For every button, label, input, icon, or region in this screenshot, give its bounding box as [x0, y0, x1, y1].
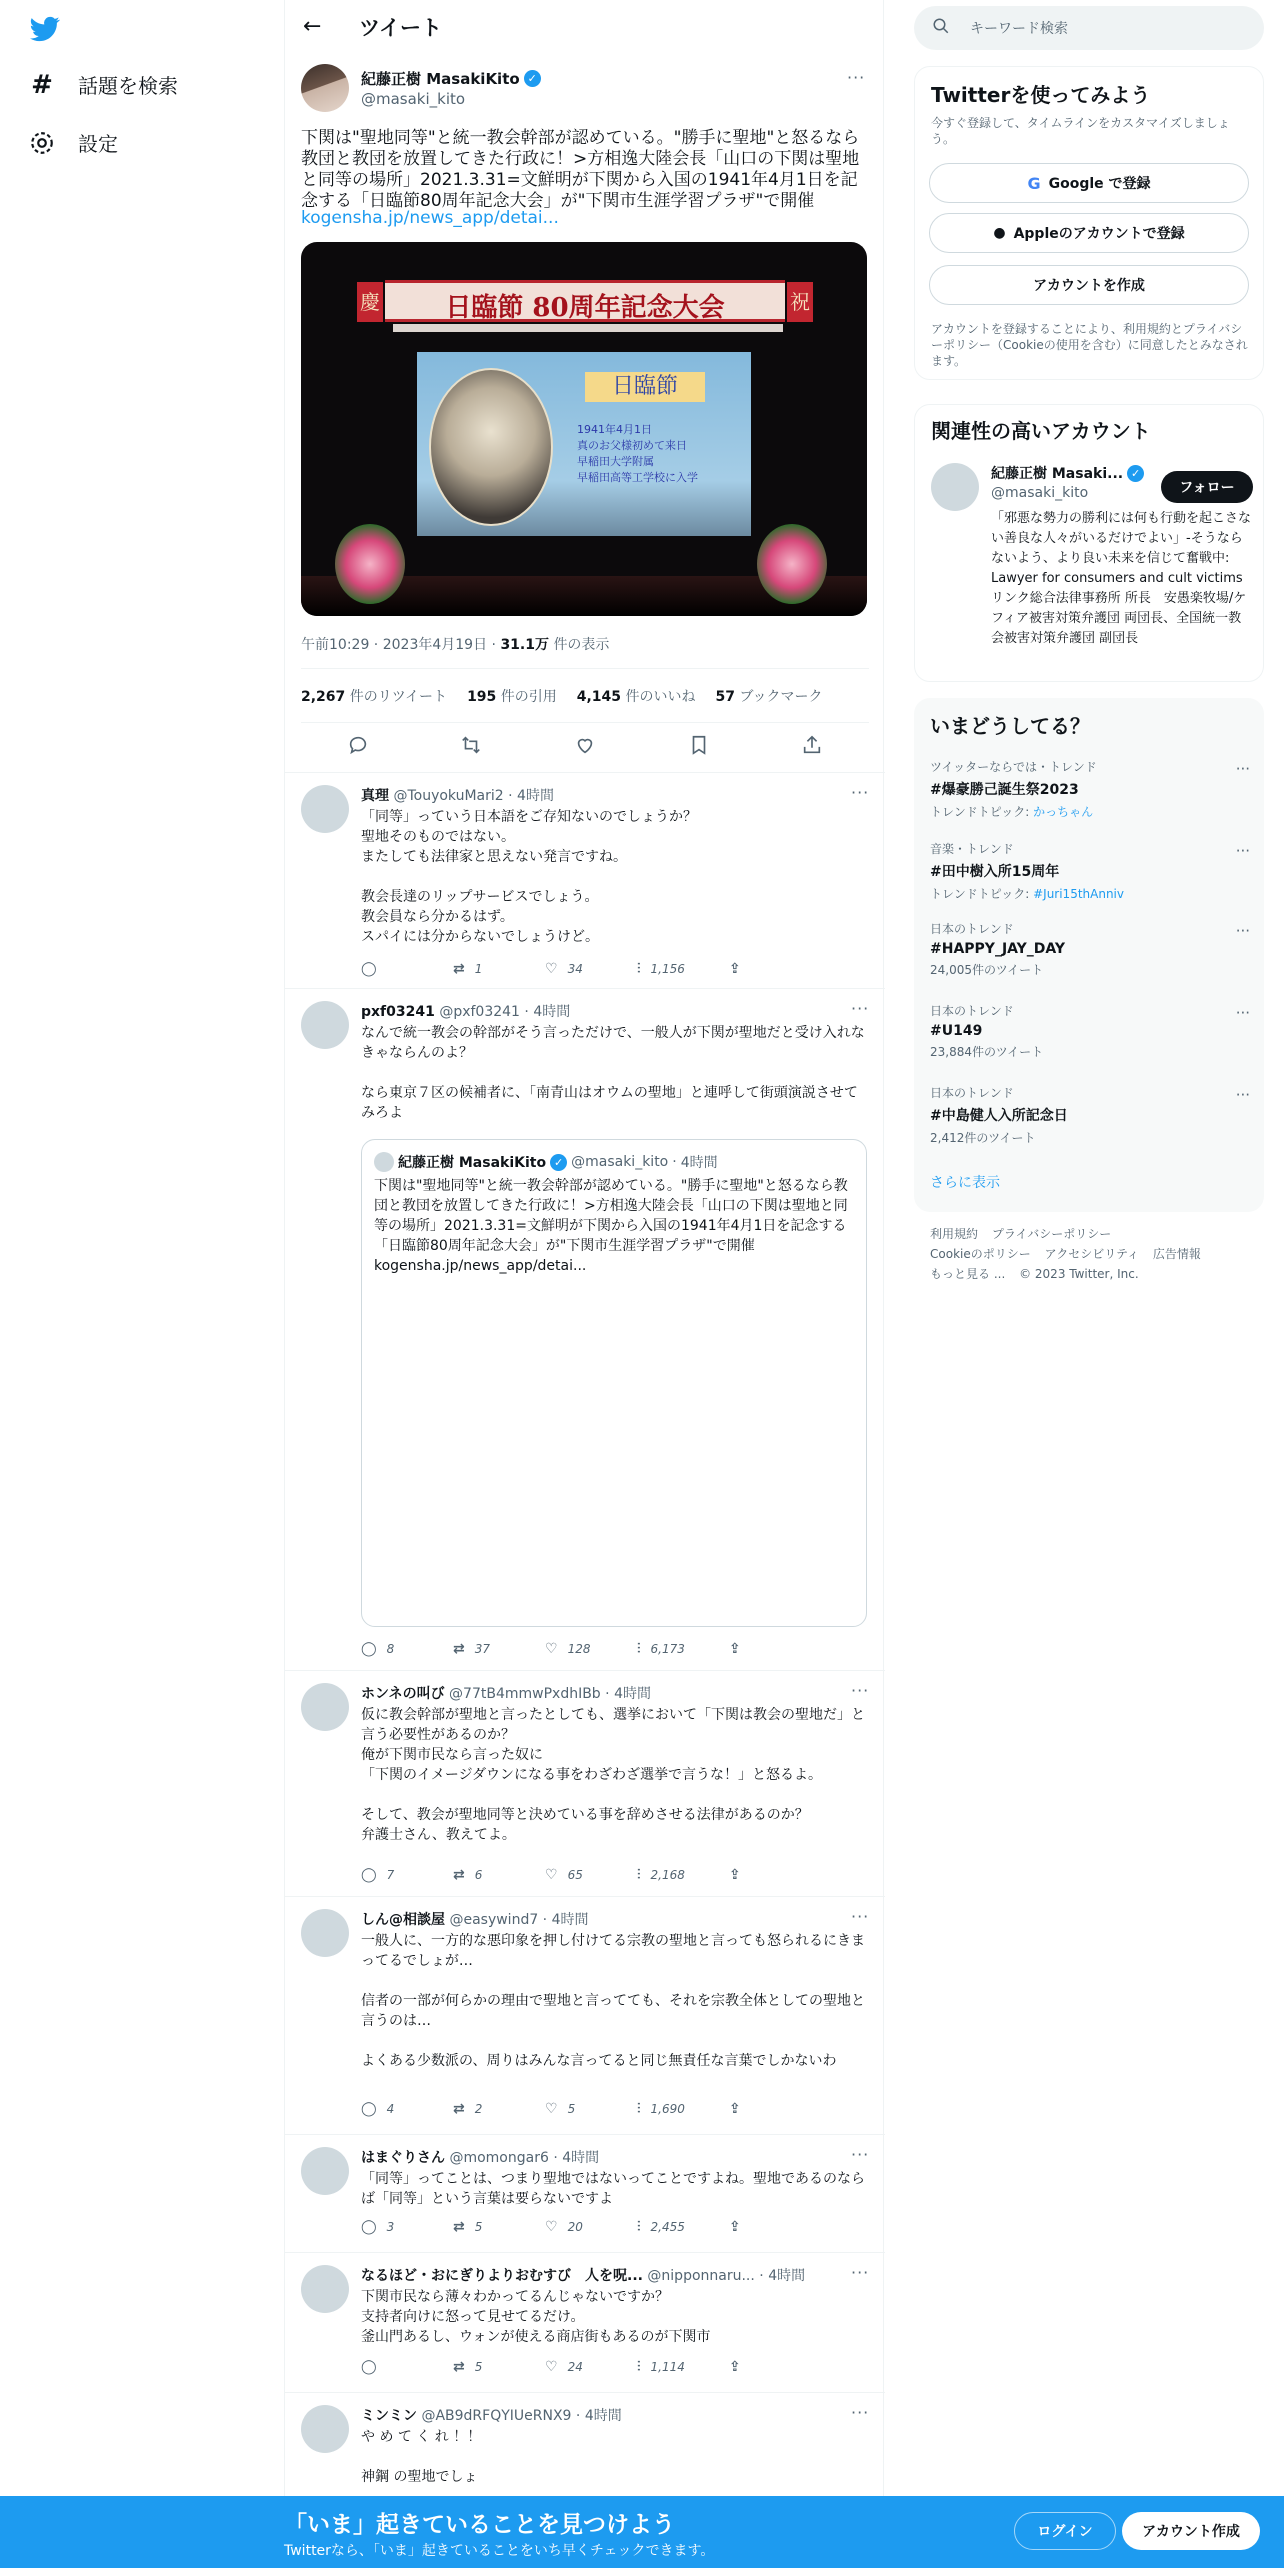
tweet-date[interactable]: 2023年4月19日: [382, 637, 488, 653]
reply-reply-button[interactable]: [361, 2219, 453, 2235]
quoted-avatar: [374, 1152, 394, 1172]
like-count: 24: [567, 2360, 583, 2374]
more-options-icon[interactable]: ···: [1235, 1004, 1250, 1022]
retweet-icon: ⇄: [453, 2219, 465, 2235]
reply-like-button[interactable]: [545, 1867, 637, 1883]
views-chart-icon: ⫶: [637, 2359, 641, 2375]
views-chart-icon: ⫶: [637, 2219, 641, 2235]
reply-share-button[interactable]: [729, 2101, 821, 2117]
reply-icon: ◯: [361, 961, 377, 977]
reply-item[interactable]: [285, 772, 885, 988]
projection-screen: [417, 352, 751, 536]
trend-count: 23,884件のツイート: [930, 1045, 1044, 1059]
reply-avatar[interactable]: [301, 785, 349, 833]
reply-author-name[interactable]: しん@相談屋: [361, 1912, 445, 1928]
reply-icon: ◯: [361, 1867, 377, 1883]
stat-likes-label: 件のいいね: [625, 689, 696, 705]
image-banner: [385, 280, 785, 322]
trends-card: [914, 698, 1264, 1212]
reply-item[interactable]: [285, 1670, 885, 1896]
reply-count: 4: [386, 2102, 395, 2116]
reply-header: ミンミン @AB9dRFQYIUeRNX9 · 4時間: [361, 2408, 622, 2424]
reply-author-handle[interactable]: @TouyokuMari2: [393, 788, 504, 804]
reply-time[interactable]: 4時間: [562, 2150, 600, 2166]
create-account-label: アカウントを作成: [1033, 278, 1145, 294]
retweet-icon: ⇄: [453, 1867, 465, 1883]
tweet-meta: 午前10:29 · 2023年4月19日 · 31.1万 件の表示: [301, 637, 610, 653]
author-avatar[interactable]: [301, 64, 349, 112]
trend-count: 24,005件のツイート: [930, 963, 1044, 977]
signup-terms: アカウントを登録することにより、利用規約とプライバシーポリシー（Cookieの使用を含む）に同意したとみなされます。: [931, 322, 1248, 368]
nav-explore-label: 話題を検索: [78, 74, 178, 98]
reply-icon: ◯: [361, 2101, 377, 2117]
reply-text: 「同等」っていう日本語をご存知ないのでしょうか？ 聖地そのものではない。 またしても法律家と思えない発言ですね。 教会長達のリップサービスでしょう。 教会員なら分かるはず。 スパイには分からないでしょうけど。: [361, 809, 697, 945]
views-chart-icon: ⫶: [637, 961, 641, 977]
more-options-icon[interactable]: ···: [1235, 1086, 1250, 1104]
stat-retweets[interactable]: [301, 686, 447, 706]
like-icon[interactable]: [574, 734, 596, 761]
reply-count: 7: [386, 1868, 395, 1882]
retweet-count: 5: [474, 2220, 483, 2234]
reply-reply-button[interactable]: [361, 2359, 453, 2375]
reply-author-name[interactable]: pxf03241: [361, 1004, 435, 1020]
reply-share-button[interactable]: [729, 961, 821, 977]
reply-header: 真理 @TouyokuMari2 · 4時間: [361, 788, 554, 804]
screen-title: 日臨節: [585, 372, 705, 402]
retweet-count: 1: [474, 962, 483, 976]
share-icon: ⇪: [729, 961, 741, 977]
like-icon: ♡: [545, 1867, 558, 1883]
trend-name: #中島健人入所記念日: [930, 1108, 1068, 1124]
reply-like-button[interactable]: [545, 2359, 637, 2375]
views-count: 1,114: [650, 2360, 685, 2374]
follow-button[interactable]: フォロー: [1161, 471, 1253, 503]
share-icon[interactable]: [801, 734, 823, 761]
reply-time[interactable]: 4時間: [614, 1686, 651, 1702]
reply-retweet-button[interactable]: [453, 1867, 545, 1883]
trend-context: 日本のトレンド: [930, 922, 1014, 936]
more-options-icon[interactable]: ···: [851, 999, 870, 1018]
trend-context: 日本のトレンド: [930, 1004, 1014, 1018]
retweet-icon: ⇄: [453, 961, 465, 977]
reply-header: ホンネの叫び @77tB4mmwPxdhIBb · 4時間: [361, 1686, 651, 1702]
share-icon: ⇪: [729, 2101, 741, 2117]
reply-actions: [361, 2101, 821, 2117]
reply-views-button[interactable]: [637, 2101, 729, 2117]
apple-signup-label: Appleのアカウントで登録: [1013, 226, 1185, 242]
like-count: 128: [567, 1642, 591, 1656]
like-icon: ♡: [545, 1641, 558, 1657]
quoted-author-name: 紀藤正樹 MasakiKito: [398, 1155, 547, 1171]
reply-actions: [361, 1641, 821, 1657]
quoted-tweet-header: 紀藤正樹 MasakiKito ✓ @masaki_kito · 4時間: [374, 1152, 718, 1172]
reply-actions: [361, 961, 821, 977]
reply-time[interactable]: 4時間: [517, 788, 554, 804]
tweet-stats: [301, 686, 822, 706]
reply-share-button[interactable]: [729, 1641, 821, 1657]
stat-quotes-count: 195: [467, 689, 497, 705]
retweet-icon: ⇄: [453, 2359, 465, 2375]
reply-reply-button[interactable]: [361, 2101, 453, 2117]
stat-quotes-label: 件の引用: [500, 689, 557, 705]
reply-views-button[interactable]: [637, 2359, 729, 2375]
screen-line: 早稲田大学附属: [577, 455, 654, 468]
reply-text: 一般人に、一方的な悪印象を押し付けてる宗教の聖地と言っても怒られるにきまってるでしょが… 信者の一部が何らかの理由で聖地と言ってても、それを宗教全体としての聖地と言うのは… よくある少数派の、周りはみんな言ってると同じ無責任な言葉でしかないわ: [361, 1933, 865, 2069]
share-icon: ⇪: [729, 2219, 741, 2235]
like-icon: ♡: [545, 2359, 558, 2375]
more-options-icon[interactable]: ···: [1235, 922, 1250, 940]
trend-topic-label: トレンドトピック:: [930, 887, 1030, 901]
google-g-icon: G: [1027, 173, 1041, 193]
reply-avatar[interactable]: [301, 2405, 349, 2453]
verified-badge-icon: ✓: [524, 70, 541, 87]
flower-arrangement: [757, 524, 827, 604]
reply-retweet-button[interactable]: [453, 2359, 545, 2375]
reply-count: 3: [386, 2220, 395, 2234]
like-icon: ♡: [545, 2219, 558, 2235]
views-chart-icon: ⫶: [637, 2101, 641, 2117]
views-count: 2,168: [650, 1868, 685, 1882]
retweet-count: 2: [474, 2102, 483, 2116]
footer-link[interactable]: もっと見る ...: [930, 1267, 1006, 1281]
stat-likes-count: 4,145: [576, 689, 622, 705]
verified-badge-icon: ✓: [550, 1154, 567, 1171]
reply-actions: [361, 1867, 821, 1883]
views-chart-icon: ⫶: [637, 1867, 641, 1883]
back-arrow-icon[interactable]: ←: [303, 14, 322, 39]
reply-item[interactable]: [285, 2252, 885, 2392]
stat-bookmarks-count: 57: [715, 689, 735, 705]
footer-link[interactable]: 広告情報: [1152, 1247, 1201, 1261]
bottom-bar-title: 「いま」起きていることを見つけよう: [284, 2512, 675, 2538]
reply-views-button[interactable]: [637, 1641, 729, 1657]
reply-author-name[interactable]: はまぐりさん: [361, 2150, 445, 2166]
trend-topic-link[interactable]: #Juri15thAnniv: [1033, 887, 1124, 901]
search-input[interactable]: [914, 6, 1264, 50]
reply-reply-button[interactable]: [361, 1867, 453, 1883]
reply-author-handle[interactable]: @77tB4mmwPxdhIBb: [449, 1686, 601, 1702]
stat-retweets-count: 2,267: [301, 689, 346, 705]
trend-item[interactable]: [930, 758, 1250, 820]
reply-views-button[interactable]: [637, 961, 729, 977]
apple-icon: ●: [993, 225, 1006, 241]
footer-link[interactable]: Cookieのポリシー: [930, 1247, 1031, 1261]
reply-icon: ◯: [361, 2359, 377, 2375]
screen-line: 真のお父様初めて来日: [577, 439, 687, 452]
signup-button[interactable]: アカウント作成: [1122, 2512, 1260, 2550]
reply-author-name[interactable]: ミンミン: [361, 2408, 417, 2424]
related-name[interactable]: [991, 463, 1144, 483]
bottom-signup-bar: [0, 2496, 1284, 2568]
banner-subtext: [393, 324, 783, 332]
bookmark-icon[interactable]: [688, 734, 710, 761]
reply-avatar[interactable]: [301, 1909, 349, 1957]
reply-icon: ◯: [361, 1641, 377, 1657]
apple-signup-button[interactable]: [929, 213, 1249, 253]
more-options-icon[interactable]: ···: [851, 2403, 870, 2422]
divider: [301, 668, 869, 669]
related-accounts-card: [914, 404, 1264, 682]
tweet-time[interactable]: 午前10:29: [301, 637, 370, 653]
show-more-link[interactable]: さらに表示: [930, 1175, 1000, 1191]
reply-text: や め て く れ ！！ 神鋼 の聖地でしょ: [361, 2429, 482, 2485]
bottom-bar-subtitle: Twitterなら、「いま」起きていることをいち早くチェックできます。: [284, 2543, 715, 2559]
screen-lines: [577, 422, 742, 486]
share-icon: ⇪: [729, 1641, 741, 1657]
google-signup-label: Google で登録: [1048, 176, 1151, 192]
trend-item[interactable]: [930, 1084, 1250, 1146]
stat-bookmarks-label: ブックマーク: [739, 689, 823, 705]
retweet-icon: ⇄: [453, 1641, 465, 1657]
reply-retweet-button[interactable]: [453, 1641, 545, 1657]
reply-header: pxf03241 @pxf03241 · 4時間: [361, 1004, 571, 1020]
reply-share-button[interactable]: [729, 2219, 821, 2235]
tweet-views: 31.1万: [500, 637, 549, 653]
trend-item[interactable]: [930, 920, 1250, 978]
trend-name: #HAPPY_JAY_DAY: [930, 941, 1066, 957]
image-banner-text: 日臨節 80周年記念大会: [445, 293, 725, 323]
stat-bookmarks[interactable]: [716, 686, 823, 706]
more-options-icon[interactable]: ···: [847, 68, 866, 87]
reply-author-name[interactable]: なるほど・おにぎりよりおむすび 人を呪...: [361, 2268, 643, 2284]
divider: [301, 722, 869, 723]
reply-avatar[interactable]: [301, 2265, 349, 2313]
trend-context: ツイッターならでは・トレンド: [930, 760, 1097, 774]
quoted-time: 4時間: [680, 1155, 718, 1171]
views-chart-icon: ⫶: [637, 1641, 641, 1657]
portrait-photo: [429, 368, 553, 526]
retweet-count: 5: [474, 2360, 483, 2374]
related-avatar[interactable]: [931, 463, 979, 511]
reply-author-name[interactable]: ホンネの叫び: [361, 1686, 445, 1702]
reply-time[interactable]: 4時間: [533, 1004, 571, 1020]
verified-badge-icon: ✓: [1127, 465, 1144, 482]
reply-share-button[interactable]: [729, 2359, 821, 2375]
footer-link[interactable]: アクセシビリティ: [1044, 1247, 1140, 1261]
copyright: © 2023 Twitter, Inc.: [1019, 1267, 1139, 1281]
related-handle[interactable]: @masaki_kito: [991, 485, 1089, 501]
reply-item[interactable]: [285, 988, 885, 1670]
like-icon: ♡: [545, 961, 558, 977]
retweet-icon[interactable]: [460, 734, 482, 761]
reply-item[interactable]: [285, 1896, 885, 2134]
tweet-text: 下関は"聖地同等"と統一教会幹部が認めている。"勝手に聖地"と怒るなら教団と教団を放置してきた行政に！>方相逸大陸会長「山口の下関は聖地と同等の場所」2021.3.31=文鮮明が下関から入国の1941年4月1日を記念する「日臨節80周年記念大会」が"下関市生涯学習プラザ"で開催: [301, 128, 860, 211]
trend-topic: [930, 803, 1250, 820]
like-icon: ♡: [545, 2101, 558, 2117]
reply-retweet-button[interactable]: [453, 2101, 545, 2117]
related-card-title: 関連性の高いアカウント: [931, 419, 1151, 443]
trend-name: #U149: [930, 1023, 983, 1039]
reply-header: なるほど・おにぎりよりおむすび 人を呪... @nipponnaru... · 4時間: [361, 2268, 806, 2284]
nav-settings[interactable]: [28, 128, 118, 157]
reply-author-handle[interactable]: @pxf03241: [439, 1004, 520, 1020]
reply-text: なんで統一教会の幹部がそう言っただけで、一般人が下関が聖地だと受け入れなきゃならんのよ？ なら東京７区の候補者に、「南青山はオウムの聖地」と連呼して街頭演説させてみろよ: [361, 1025, 865, 1121]
image-left-char: 慶: [357, 282, 383, 322]
more-options-icon[interactable]: ···: [1235, 842, 1250, 860]
stat-likes[interactable]: [577, 686, 696, 706]
reply-retweet-button[interactable]: [453, 2219, 545, 2235]
reply-time[interactable]: 4時間: [584, 2408, 622, 2424]
google-signup-button[interactable]: [929, 163, 1249, 203]
reply-author-handle[interactable]: @nipponnaru...: [647, 2268, 755, 2284]
reply-text: 下関市民なら薄々わかってるんじゃないですか？ 支持者向けに怒って見せてるだけ。 釜山門あるし、ウォンが使える商店街もあるのが下関市: [361, 2289, 711, 2345]
trend-item[interactable]: [930, 840, 1250, 902]
trend-item[interactable]: [930, 1002, 1250, 1060]
search-icon: [932, 17, 950, 39]
views-count: 2,455: [650, 2220, 685, 2234]
reply-reply-button[interactable]: [361, 961, 453, 977]
reply-icon[interactable]: [347, 734, 369, 761]
reply-views-button[interactable]: [637, 1867, 729, 1883]
quoted-author-handle: @masaki_kito: [571, 1154, 669, 1170]
quoted-tweet[interactable]: [361, 1139, 867, 1627]
reply-like-button[interactable]: [545, 1641, 637, 1657]
reply-share-button[interactable]: [729, 1867, 821, 1883]
footer-links: [930, 1224, 1250, 1284]
screen-line: 1941年4月1日: [577, 423, 652, 436]
reply-avatar[interactable]: [301, 2147, 349, 2195]
trend-topic-label: トレンドトピック:: [930, 805, 1030, 819]
like-count: 65: [567, 1868, 583, 1882]
page-title: ツイート: [359, 16, 442, 40]
retweet-icon: ⇄: [453, 2101, 465, 2117]
related-bio: 「邪悪な勢力の勝利には何も行動を起こさない善良な人々がいるだけでよい」-そうならないよう、より良い未来を信じて奮戦中: Lawyer for consumers and cult victims リンク総合法律事務所 所長 安愚楽牧場/ケフィア被害対策弁護団 両団長、全国統一教会被害対策弁護団 副団長: [991, 511, 1252, 646]
retweet-count: 6: [474, 1868, 483, 1882]
views-count: 6,173: [650, 1642, 685, 1656]
reply-avatar[interactable]: [301, 1001, 349, 1049]
create-account-button[interactable]: [929, 265, 1249, 305]
signup-card-desc: 今すぐ登録して、タイムラインをカスタマイズしましょう。: [931, 116, 1230, 146]
signup-card-title: Twitterを使ってみよう: [931, 83, 1151, 107]
trend-topic: [930, 885, 1250, 902]
image-right-char: 祝: [787, 282, 813, 322]
nav-explore[interactable]: [28, 70, 178, 99]
like-count: 34: [567, 962, 583, 976]
reply-actions: [361, 2219, 821, 2235]
flower-arrangement: [335, 524, 405, 604]
related-name-text: 紀藤正樹 Masaki...: [991, 466, 1124, 482]
like-count: 20: [567, 2220, 583, 2234]
reply-header: はまぐりさん @momongar6 · 4時間: [361, 2150, 600, 2166]
author-handle[interactable]: @masaki_kito: [361, 90, 466, 108]
more-options-icon[interactable]: ···: [1235, 760, 1250, 778]
reply-actions: [361, 2359, 821, 2375]
trend-name: #田中樹入所15周年: [930, 864, 1060, 880]
retweet-count: 37: [474, 1642, 491, 1656]
author-name-text: 紀藤正樹 MasakiKito: [361, 70, 520, 88]
reply-item[interactable]: [285, 2392, 885, 2496]
trend-topic-link[interactable]: かっちゃん: [1033, 805, 1094, 819]
quoted-text: 下関は"聖地同等"と統一教会幹部が認めている。"勝手に聖地"と怒るなら教団と教団を放置してきた行政に！>方相逸大陸会長「山口の下関は聖地と同等の場所」2021.3.31=文鮮明が下関から入国の1941年4月1日を記念する「日臨節80周年記念大会」が"下関市生涯学習プラザ"で開催 kogensha.jp/news_app/detai...: [374, 1178, 848, 1274]
hashtag-icon: #: [31, 69, 53, 100]
reply-time[interactable]: 4時間: [768, 2268, 806, 2284]
stat-retweets-label: 件のリツイート: [349, 689, 448, 705]
reply-author-handle[interactable]: @momongar6: [449, 2150, 549, 2166]
reply-author-handle[interactable]: @AB9dRFQYIUeRNX9: [421, 2408, 572, 2424]
trend-context: 音楽・トレンド: [930, 842, 1014, 856]
reply-views-button[interactable]: [637, 2219, 729, 2235]
trend-count: 2,412件のツイート: [930, 1131, 1036, 1145]
trends-card-title: いまどうしてる？: [930, 714, 1090, 738]
reply-avatar[interactable]: [301, 1683, 349, 1731]
stat-quotes[interactable]: [467, 686, 557, 706]
tweet-views-label: 件の表示: [553, 637, 610, 653]
search-placeholder: キーワード検索: [970, 21, 1068, 37]
reply-text: 仮に教会幹部が聖地と言ったとしても、選挙において「下関は教会の聖地だ」と言う必要性があるのか？ 俺が下関市民なら言った奴に 「下関のイメージダウンになる事をわざわざ選挙で言うな！」と怒るよ。 そして、教会が聖地同等と決めている事を辞めさせる法律があるのか？ 弁護士さん、教えてよ。: [361, 1707, 865, 1843]
reply-reply-button[interactable]: [361, 1641, 453, 1657]
reply-like-button[interactable]: [545, 2101, 637, 2117]
tweet-image[interactable]: [301, 242, 867, 616]
page-header: [285, 0, 885, 54]
more-options-icon[interactable]: ···: [851, 1681, 870, 1700]
views-count: 1,690: [650, 2102, 685, 2116]
screen-line: 早稲田高等工学校に入学: [577, 471, 698, 484]
reply-like-button[interactable]: [545, 2219, 637, 2235]
share-icon: ⇪: [729, 2359, 741, 2375]
more-options-icon[interactable]: ···: [851, 783, 870, 802]
like-count: 5: [567, 2102, 576, 2116]
twitter-logo-icon[interactable]: [28, 14, 62, 44]
tweet-link[interactable]: kogensha.jp/news_app/detai...: [301, 208, 559, 228]
gear-icon: [28, 129, 56, 157]
footer-link[interactable]: プライバシーポリシー: [991, 1227, 1112, 1241]
reply-item[interactable]: [285, 2134, 885, 2252]
reply-retweet-button[interactable]: [453, 961, 545, 977]
reply-text: 「同等」ってことは、つまり聖地ではないってことですよね。聖地であるのならば「同等」という言葉は要らないですよ: [361, 2171, 865, 2207]
trend-name: #爆豪勝己誕生祭2023: [930, 782, 1079, 798]
share-icon: ⇪: [729, 1867, 741, 1883]
reply-author-name[interactable]: 真理: [361, 788, 389, 804]
more-options-icon[interactable]: ···: [851, 1907, 870, 1926]
reply-author-handle[interactable]: @easywind7: [449, 1912, 539, 1928]
nav-settings-label: 設定: [78, 132, 118, 156]
more-options-icon[interactable]: ···: [851, 2145, 870, 2164]
footer-link[interactable]: 利用規約: [930, 1227, 979, 1241]
main-column: [284, 0, 884, 2568]
reply-header: しん@相談屋 @easywind7 · 4時間: [361, 1912, 589, 1928]
more-options-icon[interactable]: ···: [851, 2263, 870, 2282]
tweet-actions: [301, 734, 869, 761]
reply-count: 8: [386, 1642, 395, 1656]
author-name[interactable]: [361, 68, 541, 89]
reply-icon: ◯: [361, 2219, 377, 2235]
login-button[interactable]: ログイン: [1014, 2512, 1116, 2550]
views-count: 1,156: [650, 962, 685, 976]
signup-card: [914, 66, 1264, 380]
reply-time[interactable]: 4時間: [551, 1912, 589, 1928]
reply-like-button[interactable]: [545, 961, 637, 977]
trend-context: 日本のトレンド: [930, 1086, 1014, 1100]
